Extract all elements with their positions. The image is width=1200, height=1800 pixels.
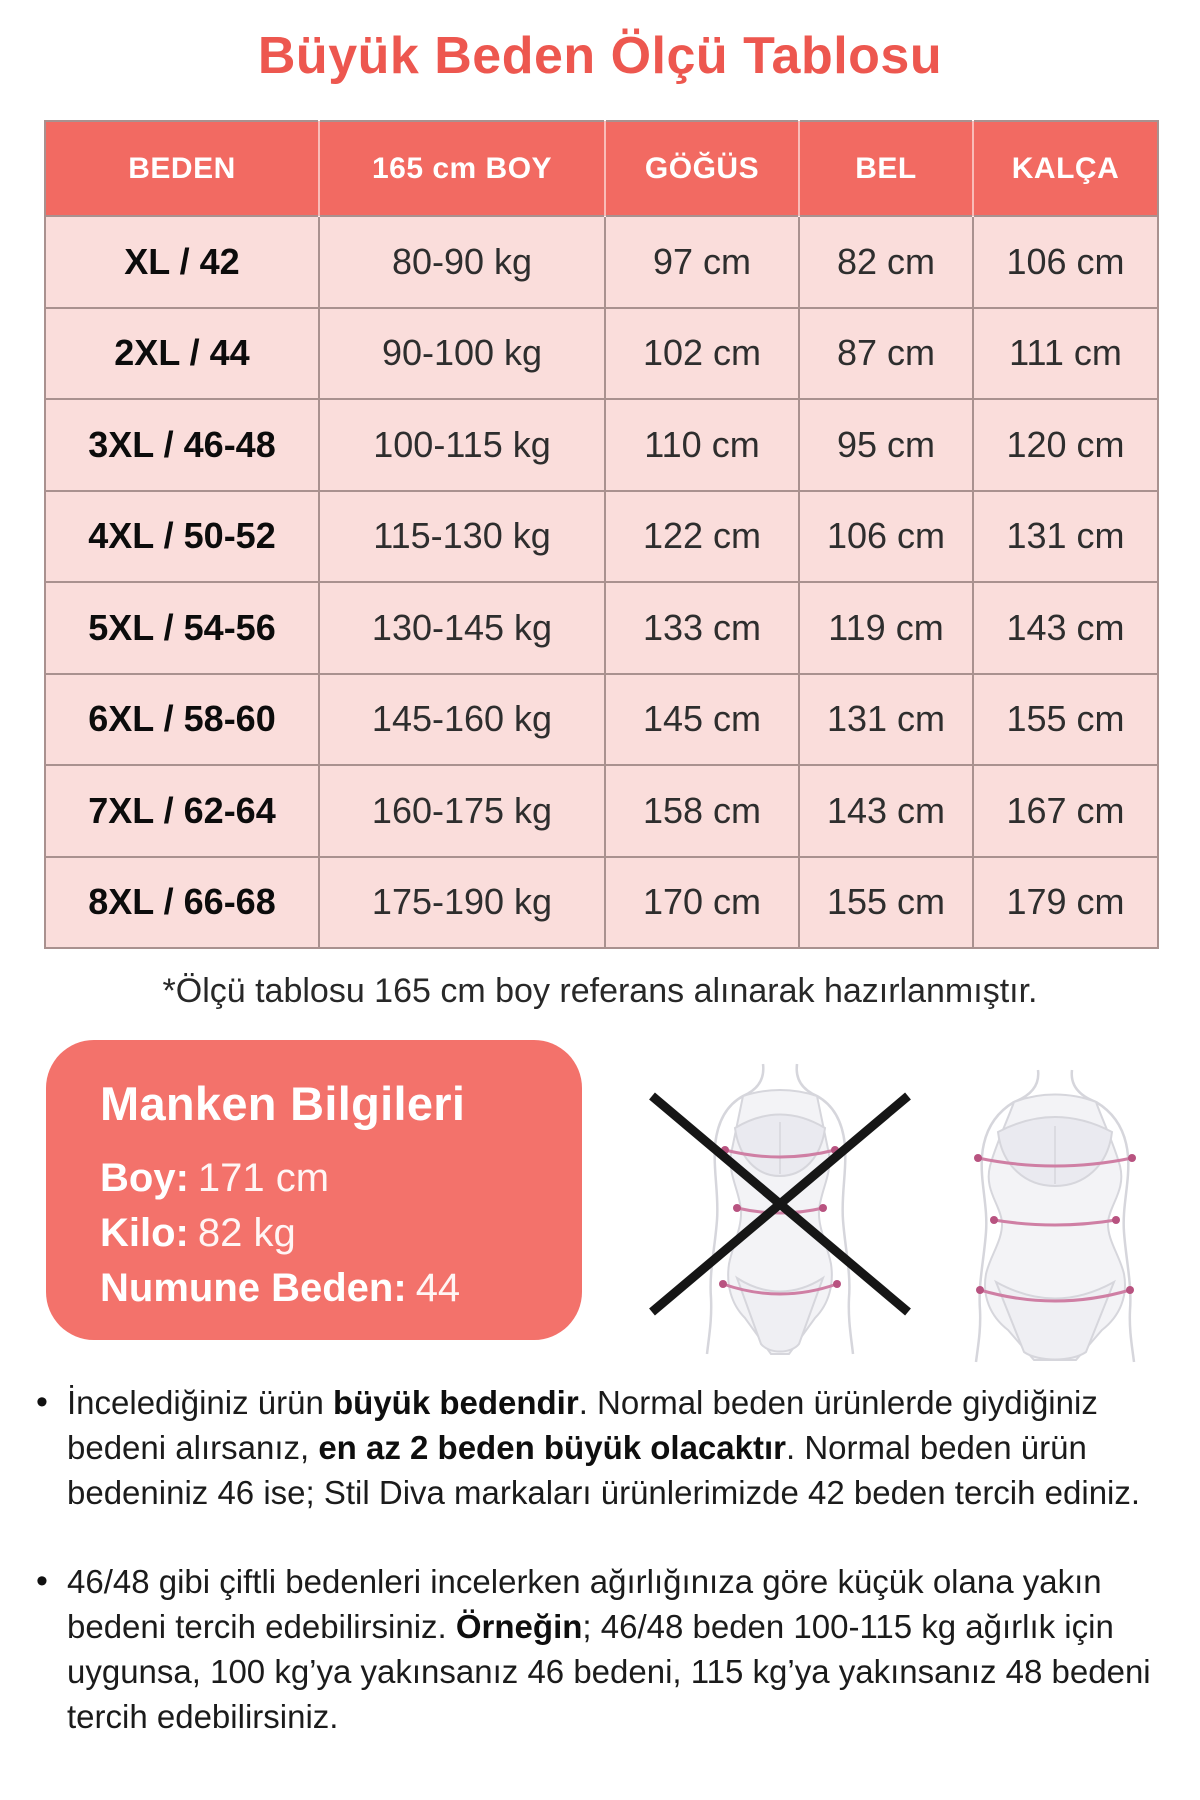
size-table-grid	[44, 120, 1159, 949]
value-cell: 131 cm	[973, 491, 1158, 583]
value-cell: 110 cm	[605, 399, 799, 491]
bullet-marker: •	[36, 1383, 48, 1421]
size-cell: 3XL / 46-48	[45, 399, 319, 491]
field-value: 82 kg	[197, 1211, 296, 1255]
value-cell: 175-190 kg	[319, 857, 605, 949]
size-table	[44, 120, 1157, 949]
column-header: BEL	[799, 121, 973, 216]
table-header-row	[45, 121, 1158, 216]
plus-size-body-figure	[974, 1070, 1136, 1362]
value-cell: 170 cm	[605, 857, 799, 949]
column-header: 165 cm BOY	[319, 121, 605, 216]
table-footnote: *Ölçü tablosu 165 cm boy referans alınarak hazırlanmıştır.	[162, 972, 1038, 1010]
size-cell: 7XL / 62-64	[45, 765, 319, 857]
note-item	[36, 1559, 1166, 1739]
value-cell: 119 cm	[799, 582, 973, 674]
value-cell: 143 cm	[799, 765, 973, 857]
value-cell: 87 cm	[799, 308, 973, 400]
value-cell: 106 cm	[973, 216, 1158, 308]
table-row	[45, 765, 1158, 857]
model-info-title: Manken Bilgileri	[100, 1077, 466, 1130]
plus-size-figure-icon	[950, 1058, 1160, 1364]
value-cell: 179 cm	[973, 857, 1158, 949]
value-cell: 155 cm	[799, 857, 973, 949]
value-cell: 95 cm	[799, 399, 973, 491]
model-info-field	[100, 1151, 562, 1206]
size-cell: 8XL / 66-68	[45, 857, 319, 949]
table-row	[45, 674, 1158, 766]
value-cell: 130-145 kg	[319, 582, 605, 674]
value-cell: 160-175 kg	[319, 765, 605, 857]
value-cell: 90-100 kg	[319, 308, 605, 400]
size-cell: 6XL / 58-60	[45, 674, 319, 766]
size-illustrations	[640, 1052, 1160, 1364]
value-cell: 111 cm	[973, 308, 1158, 400]
value-cell: 155 cm	[973, 674, 1158, 766]
field-label: Kilo:	[100, 1211, 189, 1255]
value-cell: 82 cm	[799, 216, 973, 308]
table-row	[45, 582, 1158, 674]
value-cell: 145-160 kg	[319, 674, 605, 766]
value-cell: 102 cm	[605, 308, 799, 400]
table-row	[45, 491, 1158, 583]
table-row	[45, 399, 1158, 491]
model-info-fields	[100, 1151, 562, 1316]
field-value: 44	[415, 1266, 461, 1310]
model-info-field	[100, 1261, 562, 1316]
size-cell: XL / 42	[45, 216, 319, 308]
model-info-field	[100, 1206, 562, 1261]
size-cell: 5XL / 54-56	[45, 582, 319, 674]
value-cell: 143 cm	[973, 582, 1158, 674]
note-item	[36, 1380, 1166, 1515]
value-cell: 115-130 kg	[319, 491, 605, 583]
field-label: Boy:	[100, 1156, 189, 1200]
column-header: GÖĞÜS	[605, 121, 799, 216]
table-row	[45, 308, 1158, 400]
size-cell: 2XL / 44	[45, 308, 319, 400]
crossed-out-slim-figure-icon	[640, 1052, 920, 1364]
table-row	[45, 857, 1158, 949]
column-header: KALÇA	[973, 121, 1158, 216]
field-label: Numune Beden:	[100, 1266, 407, 1310]
notes-list	[36, 1380, 1166, 1739]
page-title: Büyük Beden Ölçü Tablosu	[257, 27, 943, 85]
size-cell: 4XL / 50-52	[45, 491, 319, 583]
value-cell: 100-115 kg	[319, 399, 605, 491]
table-row	[45, 216, 1158, 308]
value-cell: 145 cm	[605, 674, 799, 766]
value-cell: 120 cm	[973, 399, 1158, 491]
value-cell: 131 cm	[799, 674, 973, 766]
value-cell: 122 cm	[605, 491, 799, 583]
value-cell: 106 cm	[799, 491, 973, 583]
value-cell: 158 cm	[605, 765, 799, 857]
value-cell: 80-90 kg	[319, 216, 605, 308]
value-cell: 133 cm	[605, 582, 799, 674]
column-header: BEDEN	[45, 121, 319, 216]
value-cell: 167 cm	[973, 765, 1158, 857]
bullet-marker: •	[36, 1562, 48, 1600]
note-text: İncelediğiniz ürün büyük bedendir. Normal beden ürünlerde giydiğiniz bedeni alırsanız, en az 2 beden büyük olacaktır. Normal beden ürün bedeniniz 46 ise; Stil Diva markaları ürünlerimizde 42 beden tercih ediniz.	[67, 1384, 1141, 1511]
note-text: 46/48 gibi çiftli bedenleri incelerken ağırlığınıza göre küçük olana yakın bedeni tercih edebilirsiniz. Örneğin; 46/48 beden 100-115 kg ağırlık için uygunsa, 100 kg’ya yakınsanız 46 bedeni, 115 kg’ya yakınsanız 48 bedeni tercih edebilirsiniz.	[67, 1563, 1151, 1735]
model-info-panel	[46, 1040, 582, 1340]
value-cell: 97 cm	[605, 216, 799, 308]
field-value: 171 cm	[197, 1156, 330, 1200]
